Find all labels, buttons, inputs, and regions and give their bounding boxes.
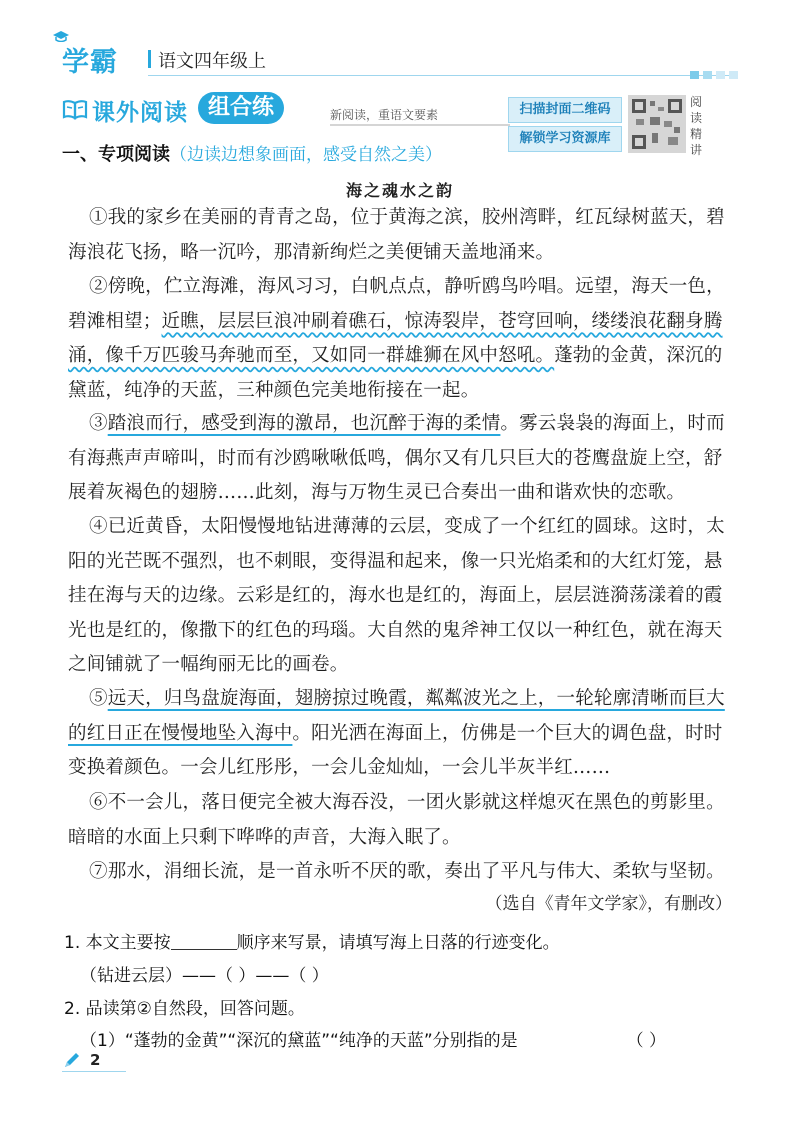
header-decor-squares xyxy=(686,64,738,72)
page-footer xyxy=(62,1050,132,1072)
scan-line-2: 解锁学习资源库 xyxy=(508,126,622,152)
question-2-1-text: （1）“蓬勃的金黄”“深沉的黛蓝”“纯净的天蓝”分别指的是 xyxy=(80,1031,518,1051)
paragraph-6 xyxy=(68,786,734,855)
section-pill: 组合练 xyxy=(198,92,284,124)
paragraph-6-text: ⑥不一会儿，落日便完全被大海吞没，一团火影就这样熄灭在黑色的剪影里。暗暗的水面上只剩下哗哗的声音，大海入眠了。 xyxy=(68,792,725,848)
paragraph-3-straight-underline: 踏浪而行，感受到海的激昂，也沉醉于海的柔情 xyxy=(107,413,501,434)
section-bar xyxy=(62,92,482,126)
question-2: 2. 品读第②自然段，回答问题。 xyxy=(64,999,305,1019)
section-title: 课外阅读 xyxy=(92,100,188,126)
question-2-1-answer-paren[interactable]: （ ） xyxy=(626,1031,666,1051)
paragraph-3 xyxy=(68,407,734,511)
question-1-text-a: 1. 本文主要按 xyxy=(64,933,171,953)
paragraph-3-text-c: 。雾云袅袅的海面上，时而有海燕声声啼叫，时而有沙鸥啾啾低鸣，偶尔又有几只巨大的苍鹰盘旋上空，舒展着灰褐色的翅膀……此刻，海与万物生灵已合奏出一曲和谐欢快的恋歌。 xyxy=(68,413,725,503)
scan-qr-prompt xyxy=(508,97,622,149)
header-separator xyxy=(148,50,151,68)
paragraph-2-wavy-underline: 近瞧，层层巨浪冲刷着礁石，惊涛裂岸，苍穹回响，缕缕浪花翻身腾涌，像千万匹骏马奔驰而至，又如同一群雄狮在风中怒吼。 xyxy=(68,310,723,366)
qr-code-icon xyxy=(628,95,686,153)
footer-rule xyxy=(62,1071,126,1072)
part-title: 一、专项阅读 xyxy=(62,144,170,165)
page-header xyxy=(62,38,738,78)
tagline-underline xyxy=(330,124,510,126)
question-1-text-b: 顺序来写景，请填写海上日落的行迹变化。 xyxy=(236,933,560,953)
part-subtitle: （边读边想象画面，感受自然之美） xyxy=(170,145,442,165)
paragraph-1 xyxy=(68,201,734,270)
book-title: 语文四年级上 xyxy=(158,51,266,72)
paragraph-7-text: ⑦那水，涓细长流，是一首永听不厌的歌，奏出了平凡与伟大、柔软与坚韧。 xyxy=(89,861,725,882)
open-book-icon xyxy=(62,98,88,120)
paragraph-5 xyxy=(68,682,734,786)
qr-code[interactable] xyxy=(628,95,686,153)
header-rule xyxy=(148,75,738,76)
paragraph-2-text-c: 蓬勃的金黄，深沉的黛蓝，纯净的天蓝，三种颜色完美地衔接在一起。 xyxy=(68,345,723,401)
pencil-icon xyxy=(62,1050,82,1070)
paragraph-5-straight-underline: 远天，归鸟盘旋海面，翅膀掠过晚霞，粼粼波光之上，一轮轮廓清晰而巨大的红日正在慢慢地坠入海中 xyxy=(68,688,725,744)
question-2-1 xyxy=(80,1026,736,1051)
paragraph-4-text: ④已近黄昏，太阳慢慢地钻进薄薄的云层，变成了一个红红的圆球。这时，太阳的光芒既不强烈，也不刺眼，变得温和起来，像一只光焰柔和的大红灯笼，悬挂在海与天的边缘。云彩是红的，海水也是红的，海面上，层层涟漪荡漾着的霞光也是红的，像撒下的红色的玛瑙。大自然的鬼斧神工仅以一种红色，就在海天之间铺就了一幅绚丽无比的画卷。 xyxy=(68,516,725,675)
question-1-chain[interactable]: （钻进云层）——（ ）——（ ） xyxy=(80,966,329,986)
question-1 xyxy=(64,928,560,953)
brand-logo: 学霸 xyxy=(62,47,118,78)
paragraph-1-text: ①我的家乡在美丽的青青之岛，位于黄海之滨，胶州湾畔，红瓦绿树蓝天，碧海浪花飞扬，略一沉吟，那清新绚烂之美便铺天盖地涌来。 xyxy=(68,207,725,263)
paragraph-4 xyxy=(68,510,734,683)
paragraph-2-text-a: ②傍晚，伫立海滩，海风习习，白帆点点，静听鸥鸟吟唱。远望，海天一色，碧滩相望； xyxy=(68,276,725,332)
part-heading xyxy=(62,140,442,166)
paragraph-2 xyxy=(68,270,734,408)
question-1-blank[interactable] xyxy=(171,932,237,950)
section-tagline: 新阅读，重语文要素 xyxy=(330,108,439,122)
paragraph-7 xyxy=(68,855,734,890)
paragraph-3-num: ③ xyxy=(89,413,108,434)
article-title: 海之魂水之韵 xyxy=(345,181,454,200)
paragraph-5-text-c: 。阳光洒在海面上，仿佛是一个巨大的调色盘，时时变换着颜色。一会儿红彤彤，一会儿金灿灿，一会儿半灰半红…… xyxy=(68,722,723,778)
side-label-vertical: 阅读精讲 xyxy=(690,95,703,157)
paragraph-5-num: ⑤ xyxy=(89,688,108,709)
article-source: （选自《青年文学家》，有删改） xyxy=(485,894,732,914)
page-number: 2 xyxy=(90,1051,101,1069)
scan-line-1: 扫描封面二维码 xyxy=(508,97,622,123)
